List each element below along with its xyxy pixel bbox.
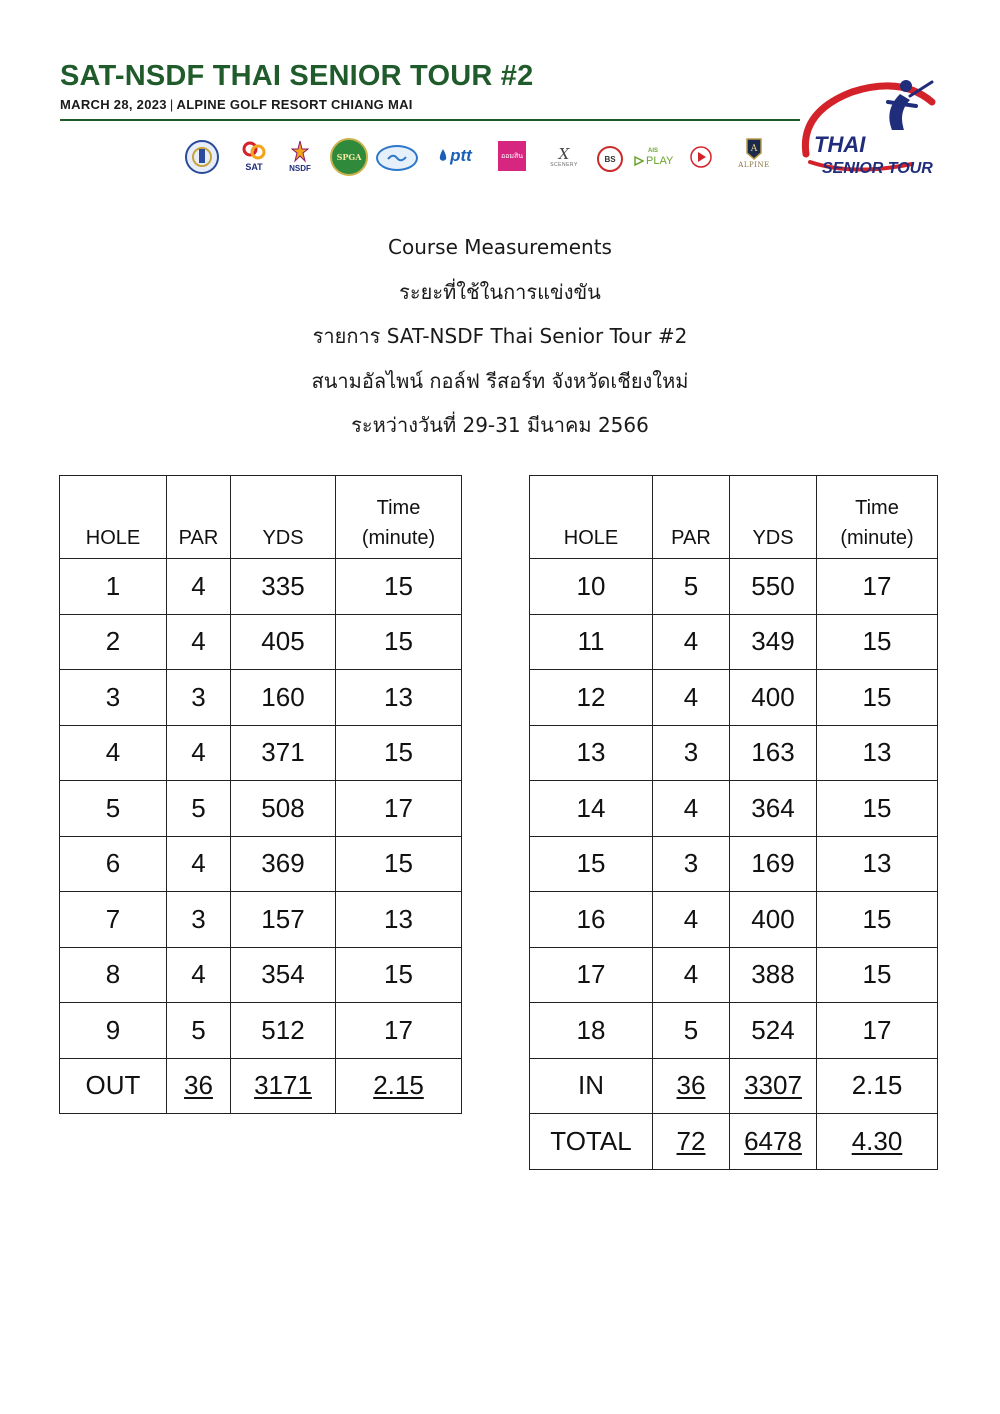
yds-cell [231,1003,336,1059]
hole-cell-value: OUT [85,1070,141,1101]
table-row [530,947,938,1003]
col-time-header [817,476,938,559]
hole-cell-value: 3 [105,681,121,712]
bank-oval-logo [376,145,418,171]
par-cell [167,559,231,615]
scenery-logo-mark: X [558,144,570,163]
par-cell-value: 5 [683,1014,699,1045]
par-cell-value: 4 [191,570,206,601]
col-time-unit: (minute) [840,527,914,549]
bs-logo [597,146,623,172]
time-cell-value: 17 [862,1014,892,1045]
time-cell [336,559,462,615]
subtitle-separator: | [169,97,174,112]
hole-cell-value: 13 [576,737,606,768]
table-row [60,670,462,726]
col-par-header: PAR [653,476,730,559]
play-button-logo [688,144,714,170]
alpine-logo-text: ALPINE [738,161,770,169]
hole-cell-value: 18 [576,1014,606,1045]
hole-cell [60,892,167,948]
par-cell [653,947,730,1003]
hole-cell [530,725,653,781]
par-cell [653,614,730,670]
yds-cell [730,559,817,615]
par-cell-value: 4 [683,959,699,990]
hole-cell-value: 7 [105,903,121,934]
play-logo-text: PLAY [646,154,674,167]
hole-cell-value: 10 [576,570,606,601]
out-total-row [60,1058,462,1114]
time-cell [817,614,938,670]
time-cell [336,892,462,948]
yds-cell [730,781,817,837]
time-cell [817,725,938,781]
hole-cell [60,670,167,726]
yds-cell [730,947,817,1003]
par-cell [167,1003,231,1059]
time-cell [817,947,938,1003]
time-cell [817,1114,938,1170]
hole-cell [530,1058,653,1114]
yds-cell-value: 3307 [744,1070,802,1101]
hole-cell-value: 1 [105,570,121,601]
hole-cell-value: 9 [105,1014,121,1045]
yds-cell-value: 160 [261,681,305,712]
par-cell-value: 4 [191,626,206,657]
hole-cell [530,614,653,670]
time-cell-value: 15 [384,848,413,879]
time-cell-value: 2.15 [373,1070,424,1101]
time-cell [336,1003,462,1059]
hole-cell [530,670,653,726]
hole-cell-value: 16 [576,903,606,934]
table-row [60,947,462,1003]
title-course-measurements: Course Measurements [388,235,612,259]
table-row [60,836,462,892]
yds-cell [231,725,336,781]
hole-cell [530,947,653,1003]
col-time-unit: (minute) [361,527,436,549]
table-row [60,1003,462,1059]
yds-cell [730,892,817,948]
hole-cell [530,781,653,837]
hole-cell-value: 15 [576,848,606,879]
bs-logo-text: BS [604,154,616,164]
ais-play-logo [634,144,678,170]
yds-cell-value: 335 [261,570,305,601]
par-cell [653,1114,730,1170]
table-row [530,892,938,948]
time-cell-value: 13 [862,737,892,768]
yds-cell [231,947,336,1003]
time-cell [817,1003,938,1059]
table-row [60,725,462,781]
table-row [530,781,938,837]
gsb-logo [498,141,526,171]
time-cell-value: 15 [862,903,892,934]
col-time-label: Time [376,497,421,519]
time-cell [336,670,462,726]
hole-cell-value: 11 [577,626,605,657]
yds-cell [730,836,817,892]
time-cell-value: 13 [862,848,892,879]
front-nine-table [59,475,462,1114]
par-cell-value: 36 [676,1070,706,1101]
hole-cell [60,781,167,837]
time-cell [336,725,462,781]
par-cell [653,1003,730,1059]
time-cell [817,559,938,615]
scenery-logo [540,144,588,170]
ptt-logo-text: ptt [450,146,472,165]
hole-cell-value: 5 [105,792,121,823]
table-row [60,614,462,670]
back-nine-table [529,475,938,1170]
table-header-row [60,476,462,559]
par-cell-value: 4 [683,626,699,657]
hole-cell [530,892,653,948]
hole-cell [60,725,167,781]
col-time-header [336,476,462,559]
par-cell-value: 5 [683,570,699,601]
table-row [530,614,938,670]
time-cell-value: 15 [862,792,892,823]
col-hole-header: HOLE [60,476,167,559]
yds-cell-value: 508 [261,792,305,823]
hole-cell [60,559,167,615]
time-cell-value: 15 [862,681,892,712]
title-venue-thai: สนามอัลไพน์ กอล์ฟ รีสอร์ท จังหวัดเชียงใหม่ [311,368,689,393]
time-cell [336,947,462,1003]
time-cell [817,781,938,837]
par-cell [167,614,231,670]
thai-senior-tour-logo [792,72,952,184]
par-cell-value: 3 [683,737,699,768]
yds-cell-value: 550 [751,570,795,601]
grand-total-row [530,1114,938,1170]
hole-cell-value: TOTAL [550,1125,632,1156]
hole-cell [60,1058,167,1114]
par-cell [167,892,231,948]
yds-cell [730,1114,817,1170]
time-cell [336,614,462,670]
table-row [530,725,938,781]
time-cell-value: 15 [384,626,413,657]
time-cell-value: 17 [384,792,413,823]
header-divider [60,119,800,121]
col-hole-header: HOLE [530,476,653,559]
brand-line1: THAI [814,132,866,157]
par-cell [167,1058,231,1114]
table-row [530,670,938,726]
nsdf-logo-text: NSDF [289,163,311,173]
col-yds-header: YDS [231,476,336,559]
yds-cell-value: 400 [751,903,795,934]
par-cell-value: 3 [191,681,206,712]
par-cell [167,725,231,781]
hole-cell [60,947,167,1003]
par-cell [653,559,730,615]
yds-cell-value: 369 [261,848,305,879]
par-cell-value: 4 [191,959,206,990]
yds-cell [730,614,817,670]
par-cell [653,892,730,948]
hole-cell-value: 17 [576,959,606,990]
ais-logo-text: AIS [648,147,659,154]
yds-cell-value: 349 [751,626,795,657]
yds-cell-value: 524 [751,1014,795,1045]
yds-cell [231,892,336,948]
par-cell-value: 4 [683,792,699,823]
time-cell-value: 15 [384,959,413,990]
ministry-seal-logo [184,139,220,175]
time-cell-value: 17 [862,570,892,601]
par-cell [167,781,231,837]
time-cell-value: 15 [384,570,413,601]
event-venue: ALPINE GOLF RESORT CHIANG MAI [176,97,413,112]
yds-cell-value: 169 [751,848,795,879]
alpine-logo [732,130,776,176]
time-cell [336,836,462,892]
hole-cell [530,836,653,892]
time-cell-value: 13 [384,681,413,712]
par-cell-value: 3 [191,903,206,934]
time-cell-value: 15 [862,626,892,657]
time-cell-value: 13 [384,903,413,934]
yds-cell-value: 364 [751,792,795,823]
nsdf-logo [282,136,318,176]
yds-cell-value: 371 [261,737,305,768]
svg-text:A: A [750,144,758,154]
par-cell-value: 72 [676,1125,706,1156]
par-cell [167,947,231,1003]
hole-cell [60,614,167,670]
par-cell-value: 4 [191,737,206,768]
ptt-logo [428,143,482,169]
par-cell-value: 4 [683,903,699,934]
par-cell [653,781,730,837]
hole-cell-value: 2 [105,626,121,657]
title-dates-thai: ระหว่างวันที่ 29-31 มีนาคม 2566 [351,413,649,437]
title-event-name: รายการ SAT-NSDF Thai Senior Tour #2 [312,324,688,348]
table-row [60,559,462,615]
yds-cell-value: 6478 [744,1125,802,1156]
par-cell-value: 5 [191,1014,206,1045]
hole-cell [530,559,653,615]
col-yds-header: YDS [730,476,817,559]
par-cell-value: 5 [191,792,206,823]
time-cell [817,892,938,948]
event-date: MARCH 28, 2023 [60,97,167,112]
table-header-row [530,476,938,559]
time-cell-value: 15 [384,737,413,768]
yds-cell [730,670,817,726]
hole-cell-value: 4 [105,737,121,768]
yds-cell [231,670,336,726]
time-cell [336,781,462,837]
yds-cell-value: 3171 [254,1070,312,1101]
brand-line2: SENIOR TOUR [822,160,933,177]
table-row [530,836,938,892]
yds-cell [231,781,336,837]
par-cell [653,725,730,781]
event-subtitle [60,97,413,112]
table-row [530,559,938,615]
hole-cell [530,1003,653,1059]
yds-cell-value: 405 [261,626,305,657]
yds-cell [231,1058,336,1114]
yds-cell [730,1003,817,1059]
par-cell-value: 4 [683,681,699,712]
time-cell-value: 2.15 [851,1070,903,1101]
col-par-header: PAR [167,476,231,559]
yds-cell [730,725,817,781]
event-title: SAT-NSDF THAI SENIOR TOUR #2 [60,60,534,92]
col-time-label: Time [855,497,899,519]
time-cell-value: 15 [862,959,892,990]
par-cell [653,836,730,892]
title-thai-distance: ระยะที่ใช้ในการแข่งขัน [399,279,601,304]
par-cell [167,670,231,726]
time-cell-value: 4.30 [851,1125,903,1156]
yds-cell-value: 512 [261,1014,305,1045]
time-cell-value: 17 [384,1014,413,1045]
yds-cell [730,1058,817,1114]
table-row [530,1003,938,1059]
par-cell [653,1058,730,1114]
table-row [60,781,462,837]
scenery-logo-text: SCENERY [550,161,578,168]
hole-cell-value: 12 [576,681,606,712]
spga-logo [330,138,368,176]
hole-cell-value: 6 [105,848,121,879]
hole-cell [60,1003,167,1059]
yds-cell [231,836,336,892]
par-cell-value: 3 [683,848,699,879]
par-cell-value: 36 [184,1070,213,1101]
hole-cell-value: 8 [105,959,121,990]
hole-cell [60,836,167,892]
table-row [60,892,462,948]
time-cell [817,1058,938,1114]
document-titles [0,228,1000,451]
time-cell [817,836,938,892]
sat-logo-text: SAT [245,162,263,172]
hole-cell-value: 14 [576,792,606,823]
time-cell [336,1058,462,1114]
yds-cell [231,614,336,670]
hole-cell-value: IN [578,1070,604,1101]
par-cell [653,670,730,726]
par-cell [167,836,231,892]
hole-cell [530,1114,653,1170]
par-cell-value: 4 [191,848,206,879]
yds-cell [231,559,336,615]
yds-cell-value: 163 [751,737,795,768]
gsb-logo-text: ออมสิน [500,151,524,160]
time-cell [817,670,938,726]
yds-cell-value: 354 [261,959,305,990]
spga-logo-text: SPGA [336,152,362,162]
yds-cell-value: 388 [751,959,795,990]
sat-logo [236,137,272,175]
yds-cell-value: 400 [751,681,795,712]
yds-cell-value: 157 [261,903,305,934]
in-total-row [530,1058,938,1114]
